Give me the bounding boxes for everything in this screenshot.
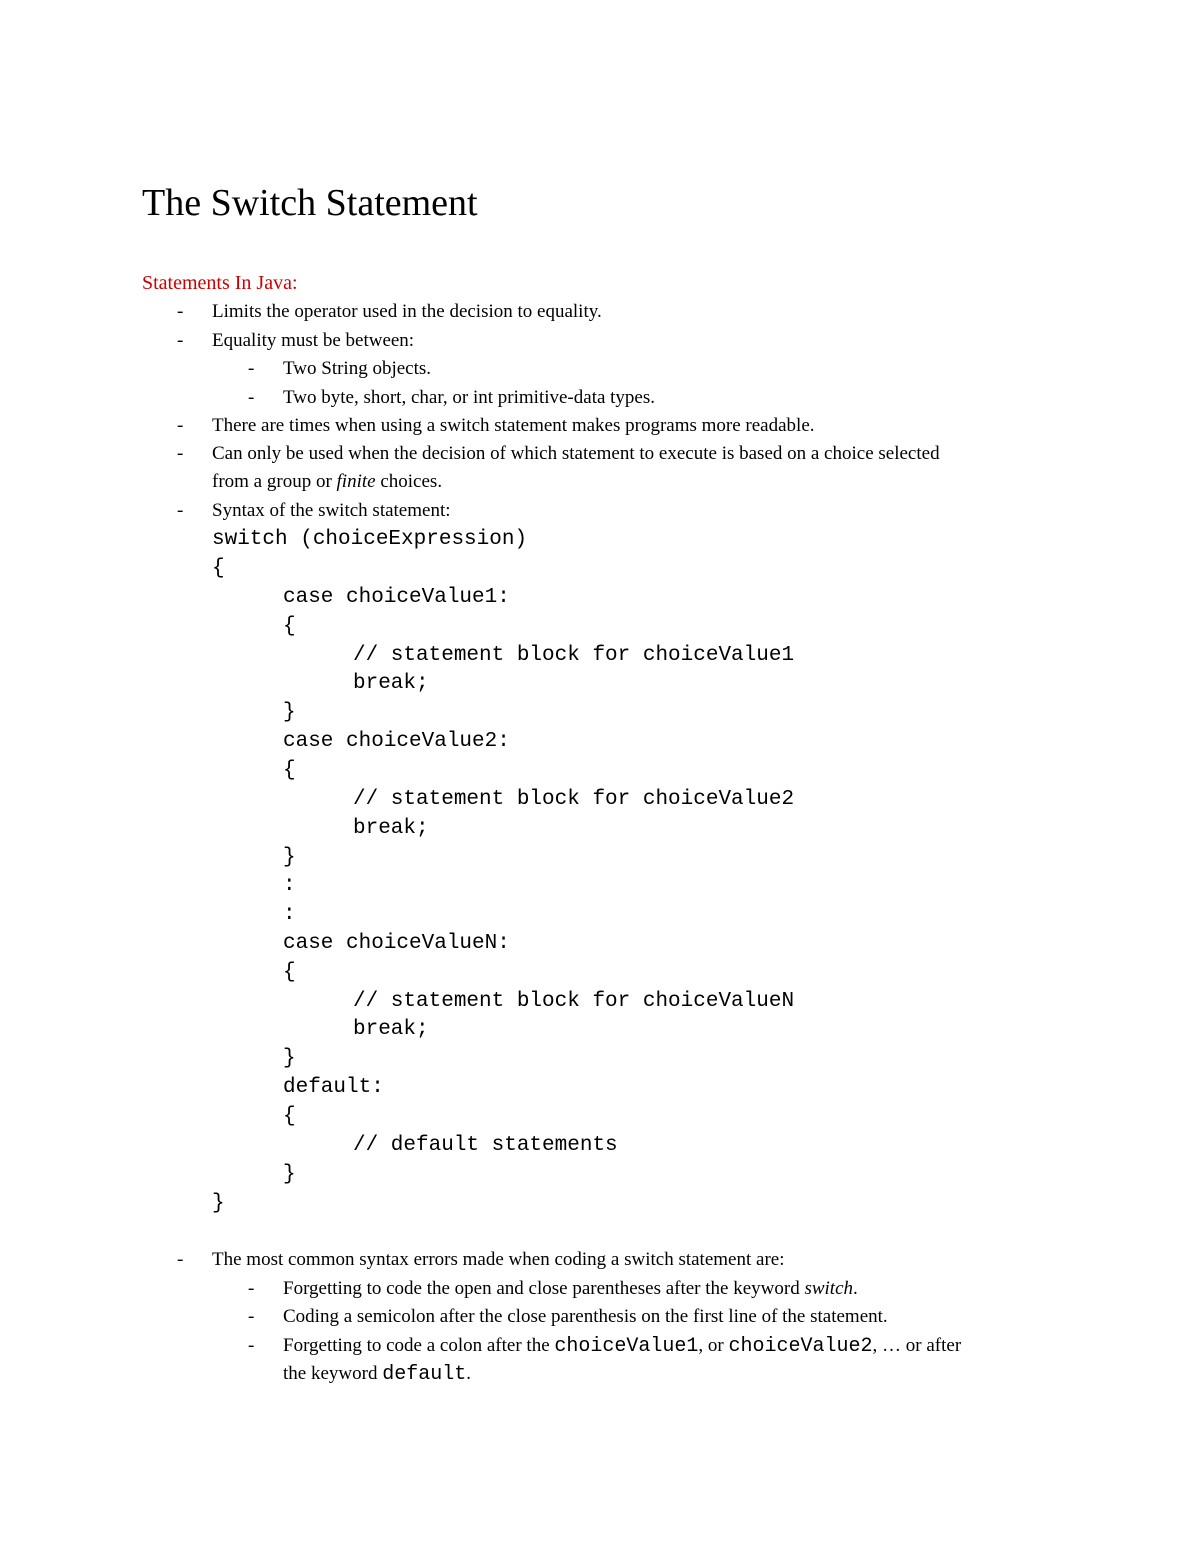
bullet-text <box>212 468 442 496</box>
code-line: : <box>283 874 296 897</box>
page-title: The Switch Statement <box>142 182 478 224</box>
bullet-text <box>283 1275 858 1303</box>
code-line: break; <box>353 1018 429 1041</box>
text-run: from a group or <box>212 471 337 492</box>
code-line: } <box>283 1047 296 1070</box>
text-run: , … or after <box>872 1335 962 1356</box>
text-run: the keyword <box>283 1363 383 1384</box>
code-line: { <box>283 759 296 782</box>
bullet-dash: - <box>177 1249 184 1270</box>
code-line: } <box>283 846 296 869</box>
code-line: default: <box>283 1076 384 1099</box>
code-line: break; <box>353 672 429 695</box>
bullet-text: Equality must be between: <box>212 330 415 351</box>
code-line: break; <box>353 817 429 840</box>
bullet-item <box>0 1246 1200 1274</box>
code-line: } <box>283 701 296 724</box>
sub-bullet-item <box>0 355 1200 383</box>
bullet-dash: - <box>177 301 184 322</box>
bullet-dash: - <box>248 358 255 379</box>
code-line: case choiceValue1: <box>283 586 510 609</box>
bullet-text: There are times when using a switch statement makes programs more readable. <box>212 415 815 436</box>
sub-bullet-item <box>0 1303 1200 1331</box>
text-run: . <box>853 1278 858 1299</box>
italic-text: switch <box>804 1278 854 1299</box>
inline-code: choiceValue1 <box>554 1335 699 1358</box>
bullet-dash: - <box>248 1306 255 1327</box>
text-run: choices. <box>375 471 443 492</box>
code-line: } <box>283 1163 296 1186</box>
text-run: . <box>466 1363 471 1384</box>
code-line: { <box>283 1105 296 1128</box>
bullet-text: Two String objects. <box>283 358 432 379</box>
bullet-continuation <box>0 468 1200 496</box>
bullet-text <box>283 1332 961 1361</box>
bullet-text: The most common syntax errors made when coding a switch statement are: <box>212 1249 785 1270</box>
bullet-item <box>0 298 1200 326</box>
bullet-continuation <box>0 1360 1200 1388</box>
bullet-dash: - <box>177 415 184 436</box>
code-line: switch (choiceExpression) <box>212 528 528 551</box>
code-line: // statement block for choiceValue2 <box>353 788 795 811</box>
text-run: Forgetting to code a colon after the <box>283 1335 555 1356</box>
bullet-text: Can only be used when the decision of which statement to execute is based on a choice selected <box>212 443 940 464</box>
sub-bullet-item <box>0 384 1200 412</box>
bullet-item <box>0 412 1200 440</box>
inline-code: choiceValue2 <box>728 1335 873 1358</box>
code-line: // default statements <box>353 1134 618 1157</box>
bullet-text: Two byte, short, char, or int primitive-data types. <box>283 387 656 408</box>
code-line: { <box>283 615 296 638</box>
code-line: // statement block for choiceValueN <box>353 990 795 1013</box>
bullet-text: Syntax of the switch statement: <box>212 500 451 521</box>
bullet-text: Limits the operator used in the decision to equality. <box>212 301 602 322</box>
bullet-dash: - <box>177 330 184 351</box>
section-heading: Statements In Java: <box>142 272 298 294</box>
bullet-dash: - <box>248 1278 255 1299</box>
bullet-text <box>283 1360 471 1389</box>
code-line: case choiceValueN: <box>283 932 510 955</box>
bullet-text: Coding a semicolon after the close parenthesis on the first line of the statement. <box>283 1306 888 1327</box>
bullet-item <box>0 497 1200 525</box>
text-run: Forgetting to code the open and close parentheses after the keyword <box>283 1278 805 1299</box>
code-line: } <box>212 1192 225 1215</box>
bullet-dash: - <box>177 500 184 521</box>
bullet-dash: - <box>248 387 255 408</box>
bullet-item <box>0 440 1200 468</box>
italic-text: finite <box>336 471 376 492</box>
code-line: // statement block for choiceValue1 <box>353 644 795 667</box>
code-line: case choiceValue2: <box>283 730 510 753</box>
text-run: , or <box>698 1335 729 1356</box>
bullet-dash: - <box>177 443 184 464</box>
code-line: { <box>212 557 225 580</box>
bullet-dash: - <box>248 1335 255 1356</box>
bullet-item <box>0 327 1200 355</box>
code-line: : <box>283 903 296 926</box>
sub-bullet-item <box>0 1332 1200 1360</box>
sub-bullet-item <box>0 1275 1200 1303</box>
code-line: { <box>283 961 296 984</box>
inline-code: default <box>382 1363 467 1386</box>
